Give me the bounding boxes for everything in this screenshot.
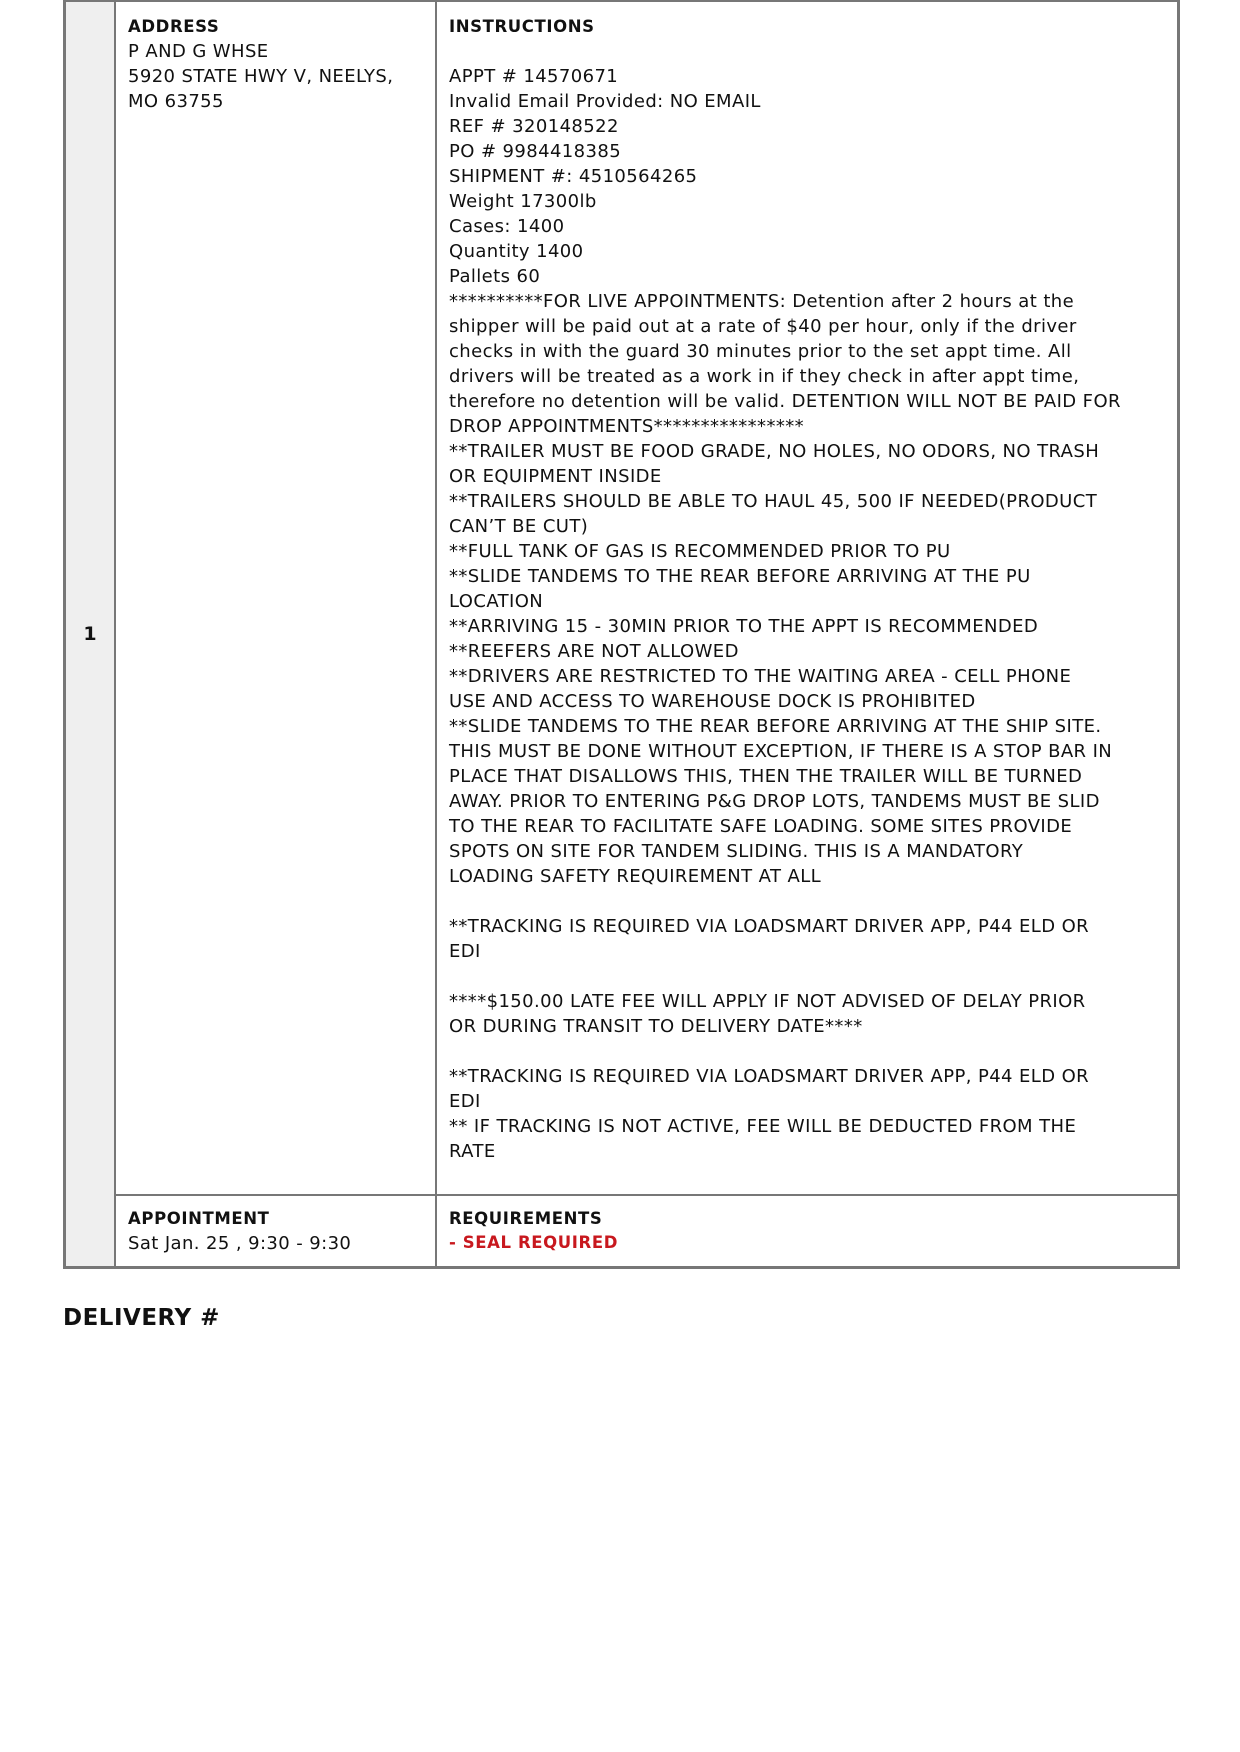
instructions-spacer: [449, 39, 1165, 64]
instructions-blank-line: [449, 889, 1165, 914]
address-line: P AND G WHSE: [128, 41, 269, 62]
delivery-heading: DELIVERY #: [63, 1305, 220, 1331]
instruction-line: Cases: 1400: [449, 216, 565, 237]
instruction-line: **FULL TANK OF GAS IS RECOMMENDED PRIOR TO PU: [449, 541, 951, 562]
instruction-line: OR DURING TRANSIT TO DELIVERY DATE****: [449, 1016, 863, 1037]
stop-number: 1: [83, 623, 97, 645]
instruction-line: AWAY. PRIOR TO ENTERING P&G DROP LOTS, TANDEMS MUST BE SLID: [449, 791, 1100, 812]
instructions-lines: [449, 64, 1165, 1164]
address-label: ADDRESS: [128, 17, 220, 36]
instruction-line: DROP APPOINTMENTS****************: [449, 416, 805, 437]
instruction-line: Quantity 1400: [449, 241, 584, 262]
instruction-line: CAN’T BE CUT): [449, 516, 589, 537]
instruction-line: LOADING SAFETY REQUIREMENT AT ALL: [449, 866, 822, 887]
requirements-cell: [437, 1196, 1177, 1266]
instruction-line: SPOTS ON SITE FOR TANDEM SLIDING. THIS IS A MANDATORY: [449, 841, 1024, 862]
instruction-line: PO # 9984418385: [449, 141, 622, 162]
appointment-label: APPOINTMENT: [128, 1209, 270, 1228]
requirements-label: REQUIREMENTS: [449, 1209, 603, 1228]
instruction-line: SHIPMENT #: 4510564265: [449, 166, 698, 187]
instruction-line: TO THE REAR TO FACILITATE SAFE LOADING. SOME SITES PROVIDE: [449, 816, 1073, 837]
instructions-blank-line: [449, 964, 1165, 989]
instruction-line: **SLIDE TANDEMS TO THE REAR BEFORE ARRIVING AT THE SHIP SITE.: [449, 716, 1102, 737]
instruction-line: **********FOR LIVE APPOINTMENTS: Detention after 2 hours at the: [449, 291, 1075, 312]
requirement-seal: - SEAL REQUIRED: [449, 1233, 618, 1252]
instruction-line: OR EQUIPMENT INSIDE: [449, 466, 662, 487]
instruction-line: EDI: [449, 1091, 481, 1112]
instruction-line: REF # 320148522: [449, 116, 619, 137]
instruction-line: **DRIVERS ARE RESTRICTED TO THE WAITING AREA - CELL PHONE: [449, 666, 1072, 687]
instruction-line: **TRACKING IS REQUIRED VIA LOADSMART DRIVER APP, P44 ELD OR: [449, 1066, 1090, 1087]
instruction-line: **REEFERS ARE NOT ALLOWED: [449, 641, 739, 662]
instruction-line: shipper will be paid out at a rate of $40 per hour, only if the driver: [449, 316, 1077, 337]
instruction-line: Weight 17300lb: [449, 191, 597, 212]
instruction-line: ** IF TRACKING IS NOT ACTIVE, FEE WILL BE DEDUCTED FROM THE: [449, 1116, 1077, 1137]
address-line: MO 63755: [128, 91, 224, 112]
instruction-line: Pallets 60: [449, 266, 541, 287]
instruction-line: THIS MUST BE DONE WITHOUT EXCEPTION, IF THERE IS A STOP BAR IN: [449, 741, 1113, 762]
address-lines: [128, 39, 423, 114]
appointment-cell: [116, 1196, 437, 1266]
instruction-line: **TRAILERS SHOULD BE ABLE TO HAUL 45, 500 IF NEEDED(PRODUCT: [449, 491, 1098, 512]
instruction-line: EDI: [449, 941, 481, 962]
pickup-stop-table: [63, 0, 1180, 1269]
instruction-line: therefore no detention will be valid. DETENTION WILL NOT BE PAID FOR: [449, 391, 1121, 412]
instruction-line: RATE: [449, 1141, 496, 1162]
address-line: 5920 STATE HWY V, NEELYS,: [128, 66, 394, 87]
instruction-line: **TRACKING IS REQUIRED VIA LOADSMART DRIVER APP, P44 ELD OR: [449, 916, 1090, 937]
instruction-line: checks in with the guard 30 minutes prior to the set appt time. All: [449, 341, 1072, 362]
appointment-value: Sat Jan. 25 , 9:30 - 9:30: [128, 1233, 352, 1254]
instructions-label: INSTRUCTIONS: [449, 17, 595, 36]
instruction-line: **TRAILER MUST BE FOOD GRADE, NO HOLES, NO ODORS, NO TRASH: [449, 441, 1100, 462]
instruction-line: Invalid Email Provided: NO EMAIL: [449, 91, 761, 112]
instruction-line: APPT # 14570671: [449, 66, 619, 87]
stop-number-cell: [66, 2, 116, 1266]
instruction-line: **ARRIVING 15 - 30MIN PRIOR TO THE APPT IS RECOMMENDED: [449, 616, 1039, 637]
instruction-line: LOCATION: [449, 591, 544, 612]
instruction-line: **SLIDE TANDEMS TO THE REAR BEFORE ARRIVING AT THE PU: [449, 566, 1031, 587]
instruction-line: PLACE THAT DISALLOWS THIS, THEN THE TRAILER WILL BE TURNED: [449, 766, 1083, 787]
instructions-blank-line: [449, 1039, 1165, 1064]
address-cell: [116, 2, 437, 1196]
instruction-line: USE AND ACCESS TO WAREHOUSE DOCK IS PROHIBITED: [449, 691, 976, 712]
instruction-line: ****$150.00 LATE FEE WILL APPLY IF NOT ADVISED OF DELAY PRIOR: [449, 991, 1086, 1012]
instruction-line: drivers will be treated as a work in if they check in after appt time,: [449, 366, 1080, 387]
instructions-cell: [437, 2, 1177, 1196]
